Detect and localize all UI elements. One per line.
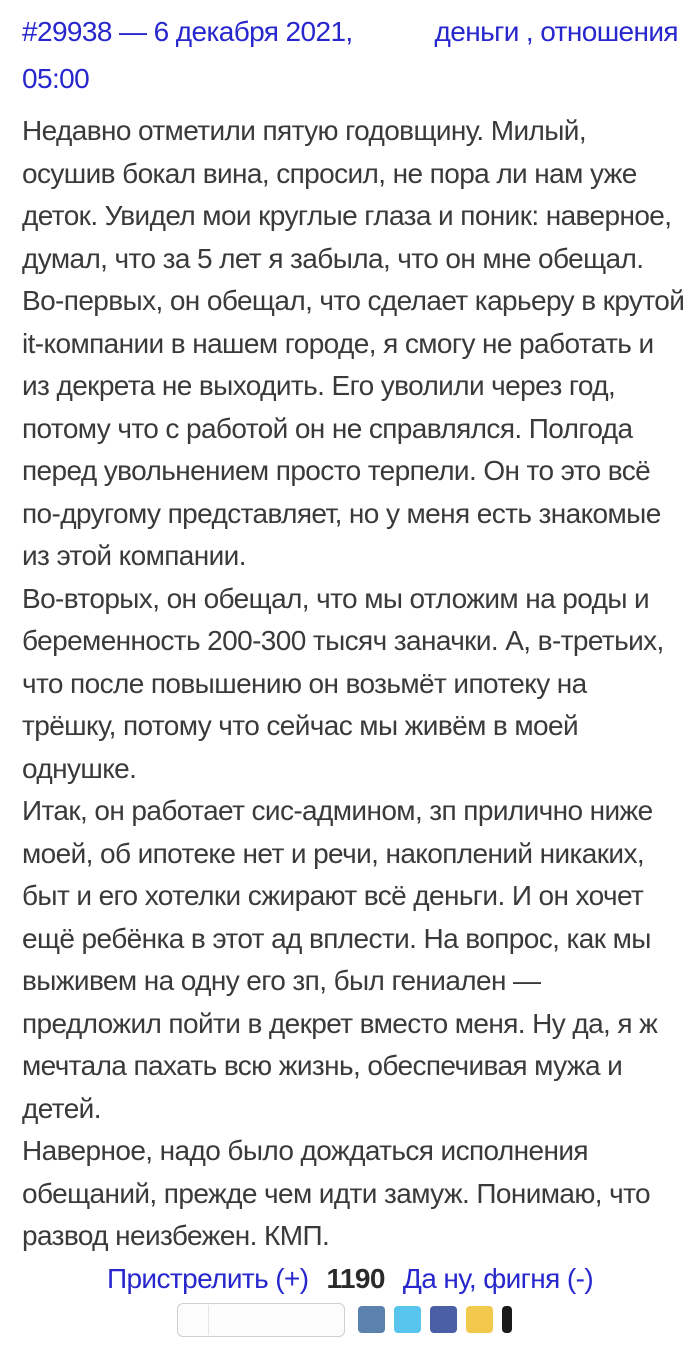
text-line: потому что с работой он не справлялся. Полгода (22, 412, 633, 444)
text-line: обещаний, прежде чем идти замуж. Понимаю, что (22, 1177, 651, 1209)
tag-link-money[interactable]: деньги (434, 16, 519, 47)
share-buttons (358, 1306, 512, 1333)
text-line: Недавно отметили пятую годовщину. Милый, (22, 115, 587, 146)
text-line: перед увольнением просто терпели. Он то это всё (22, 455, 651, 486)
text-line: что после повышению он возьмёт ипотеку на (22, 667, 587, 699)
text-line: Итак, он работает сис-админом, зп прилично ниже (22, 795, 653, 826)
text-line: из этой компании. (22, 540, 246, 571)
text-line: из декрета не выходить. Его уволили через год, (22, 370, 616, 401)
like-widget-divider (208, 1305, 209, 1335)
tag-link-relationships[interactable]: отношения (540, 16, 678, 47)
vote-row (22, 1261, 678, 1297)
post-text (22, 110, 685, 1258)
text-line: предложил пойти в декрет вместо меня. Ну да, я ж (22, 1007, 658, 1039)
share-button-icon[interactable] (466, 1306, 493, 1333)
tag-list (435, 8, 678, 55)
text-line: развод неизбежен. КМП. (22, 1220, 330, 1251)
text-line: ещё ребёнка в этот ад вплести. На вопрос, как мы (22, 922, 651, 954)
upvote-link[interactable]: Пристрелить (+) (106, 1262, 309, 1294)
text-line: трёшку, потому что сейчас мы живём в моей (22, 710, 578, 741)
text-line: по-другому представляет, но у меня есть знакомые (22, 497, 661, 529)
text-line: Наверное, надо было дождаться исполнения (22, 1135, 588, 1166)
downvote-link[interactable]: Да ну, фигня (-) (402, 1262, 594, 1294)
post-header (22, 8, 678, 102)
text-line: однушке. (22, 752, 137, 784)
tag-separator: , (518, 16, 541, 47)
text-line: моей, об ипотеке нет и речи, накоплений никаких, (22, 837, 645, 869)
text-line: мечтала пахать всю жизнь, обеспечивая мужа и (22, 1050, 623, 1081)
text-line: детей. (22, 1092, 101, 1124)
share-button-icon[interactable] (502, 1306, 512, 1333)
text-line: Во-вторых, он обещал, что мы отложим на роды и (22, 582, 650, 614)
share-button-icon[interactable] (358, 1306, 385, 1333)
text-line: осушив бокал вина, спросил, не пора ли нам уже (22, 157, 637, 189)
share-button-icon[interactable] (394, 1306, 421, 1333)
vote-count: 1190 (326, 1262, 385, 1294)
text-line: думал, что за 5 лет я забыла, что он мне обещал. (22, 242, 644, 274)
text-line: быт и его хотелки сжирают всё деньги. И он хочет (22, 880, 644, 911)
share-button-icon[interactable] (430, 1306, 457, 1333)
text-line: беременность 200-300 тысяч заначки. А, в-третьих, (22, 625, 664, 656)
text-line: Во-первых, он обещал, что сделает карьеру в крутой (22, 285, 685, 316)
text-line: it-компании в нашем городе, я смогу не работать и (22, 327, 654, 359)
text-line: выживем на одну его зп, был гениален — (22, 965, 541, 996)
post-permalink-link[interactable]: #29938 — 6 декабря 2021, 05:00 (22, 16, 353, 94)
text-line: деток. Увидел мои круглые глаза и поник: наверное, (22, 200, 672, 231)
